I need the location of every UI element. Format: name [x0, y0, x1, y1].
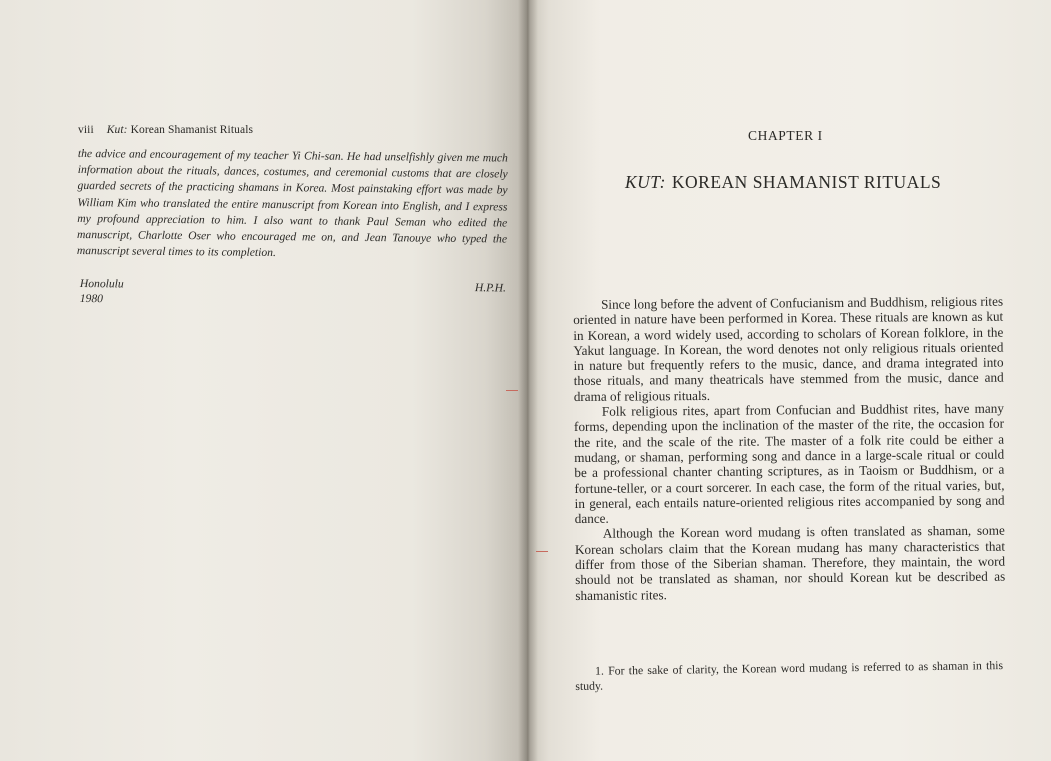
running-head	[78, 124, 253, 136]
chapter-title-text: KOREAN SHAMANIST RITUALS	[671, 172, 942, 192]
margin-mark	[506, 390, 518, 391]
signature-year: 1980	[79, 291, 104, 306]
chapter-title-italic: KUT:	[625, 172, 666, 192]
book-gutter	[518, 0, 538, 761]
body-paragraph-2: Folk religious rites, apart from Confucian and Buddhist rites, have many forms, depending upon the inclination of the master of the rite, the occasion for the rite, and the scale of the rite. The master of a folk rite could be either a mudang, or shaman, performing song and dance in a large-scale ritual or could be a professional chanter chanting scriptures, as in Taoism or Buddhism, or a fortune-teller, or a court sorcerer. In each case, the form of the ritual varies, but, in general, each entails nature-oriented religious rites accompanied by song and dance.	[573, 400, 1005, 527]
running-head-italic: Kut:	[106, 124, 128, 136]
body-paragraph-3: Although the Korean word mudang is often translated as shaman, some Korean scholars claim that the Korean mudang has many characteristics that differ from those of the Siberian shaman. Therefore, they maintain, the word should not be translated as shaman, nor should Korean kut be described as shamanistic rites.	[574, 523, 1006, 603]
footnote	[575, 658, 1003, 693]
signature-initials: H.P.H.	[474, 281, 506, 295]
chapter-body	[573, 294, 1005, 603]
margin-mark	[536, 551, 548, 552]
preface-paragraph	[77, 146, 508, 264]
chapter-label: CHAPTER I	[748, 128, 823, 143]
preface-text: the advice and encouragement of my teacher Yi Chi-san. He had unselfishly given me much information about the rituals, dances, costumes, and ceremonial customs that are closely guarded secrets of the practicing shamans in Korea. Most painstaking effort was made by William Kim who translated the entire manuscript from Korean into English, and I express my profound appreciation to him. I also want to thank Paul Seman who edited the manuscript, Charlotte Oser who encouraged me on, and Jean Tanouye who typed the manuscript several times to its completion.	[76, 146, 508, 260]
running-head-text: Korean Shamanist Rituals	[130, 124, 254, 136]
signature-place: Honolulu	[79, 276, 124, 291]
page-number: viii	[78, 124, 94, 136]
signature-block	[79, 276, 506, 306]
chapter-title	[625, 172, 965, 193]
body-paragraph-1: Since long before the advent of Confucianism and Buddhism, religious rites oriented in nature have been performed in Korea. These rituals are known as kut in Korean, a word widely used, according to scholars of Korean folklore, in the Yakut language. In Korean, the word denotes not only religious rituals oriented in nature but frequently refers to the music, dance, and drama integrated into those rituals, and many theatricals have stemmed from the music, dance and drama of religious rituals.	[573, 293, 1004, 404]
footnote-text: 1. For the sake of clarity, the Korean word mudang is referred to as shaman in this study.	[575, 658, 1004, 693]
